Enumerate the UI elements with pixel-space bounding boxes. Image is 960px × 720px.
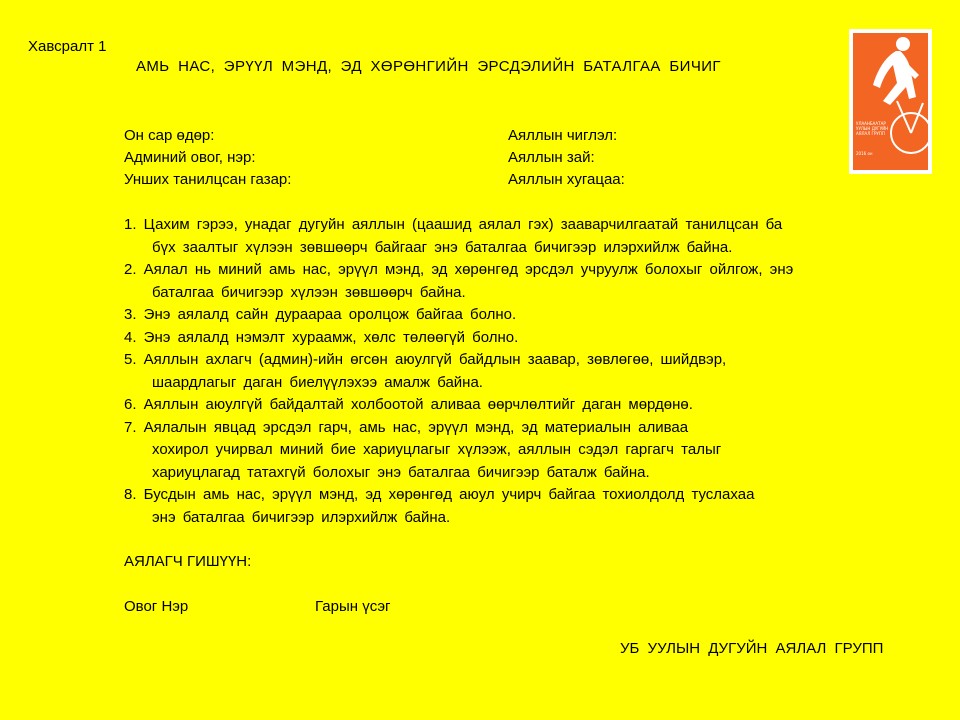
logo-text-line: УЛААНБААТАР (856, 121, 886, 126)
clause-line: 2. Аялал нь миний амь нас, эрүүл мэнд, эд хөрөнгөд эрсдэл учруулж болохыг ойлгож, энэ (124, 261, 794, 278)
clause-line: 1. Цахим гэрээ, унадаг дугуйн аяллын (цаашид аялал гэх) зааварчилгаатай танилцсан ба (124, 216, 783, 233)
document-title: АМЬ НАС, ЭРҮҮЛ МЭНД, ЭД ХӨРӨНГИЙН ЭРСДЭЛИЙН БАТАЛГАА БИЧИГ (136, 58, 721, 75)
clause-line: баталгаа бичигээр хүлээн зөвшөөрч байна. (152, 283, 466, 301)
field-admin-name-label: Админий овог, нэр: (124, 149, 256, 166)
fields-left (124, 125, 291, 191)
clause-line: бүх заалтыг хүлээн зөвшөөрч байгааг энэ баталгаа бичигээр илэрхийлж байна. (152, 238, 733, 256)
fields-right (508, 125, 625, 191)
clause-line: 8. Бусдын амь нас, эрүүл мэнд, эд хөрөнгөд аюул учирч байгаа тохиолдолд туслахаа (124, 486, 755, 503)
clause-line: хохирол учирвал миний бие хариуцлагыг хүлээж, аяллын сэдэл гаргагч талыг (152, 441, 722, 458)
clause-line: 5. Аяллын ахлагч (админ)-ийн өгсөн аюулгүй байдлын заавар, зөвлөгөө, шийдвэр, (124, 351, 727, 368)
clause-item (124, 327, 924, 350)
clause-item (124, 214, 924, 259)
sign-name-label: Овог Нэр (124, 598, 189, 615)
clause-item (124, 484, 924, 529)
clause-line: 4. Энэ аялалд нэмэлт хураамж, хөлс төлөөгүй болно. (124, 328, 519, 346)
annex-label: Хавсралт 1 (28, 38, 107, 55)
field-distance-label: Аяллын зай: (508, 149, 595, 166)
organization-footer: УБ УУЛЫН ДУГУЙН АЯЛАЛ ГРУПП (620, 640, 884, 657)
clause-item (124, 394, 924, 417)
cyclist-silhouette-icon (853, 33, 928, 170)
clause-list (124, 214, 924, 529)
clause-line: энэ баталгаа бичигээр илэрхийлж байна. (152, 508, 451, 526)
logo (849, 29, 932, 174)
logo-panel (853, 33, 928, 170)
clause-line: 3. Энэ аялалд сайн дураараа оролцож байгаа болно. (124, 306, 517, 323)
clause-line: шаардлагыг даган биелүүлэхээ амалж байна. (152, 373, 483, 391)
clause-item (124, 349, 924, 394)
clause-item (124, 259, 924, 304)
sign-signature-label: Гарын үсэг (315, 598, 391, 615)
field-reading-place-label: Унших танилцсан газар: (124, 171, 292, 188)
logo-year: 2016 он (856, 151, 873, 156)
clause-line: 6. Аяллын аюулгүй байдалтай холбоотой аливаа өөрчлөлтийг даган мөрдөнө. (124, 396, 693, 413)
clause-item (124, 417, 924, 485)
field-date-label: Он сар өдөр: (124, 127, 215, 144)
clause-item (124, 304, 924, 327)
clause-line: 7. Аялалын явцад эрсдэл гарч, амь нас, эрүүл мэнд, эд материалын аливаа (124, 418, 689, 436)
logo-text-line: УУЛЫН ДУГУЙН (856, 126, 889, 131)
field-duration-label: Аяллын хугацаа: (508, 171, 625, 188)
member-label: АЯЛАГЧ ГИШҮҮН: (124, 553, 252, 570)
clause-line: хариуцлагад татахгүй болохыг энэ баталгаа бичигээр баталж байна. (152, 463, 650, 481)
logo-text-line: АЯЛАЛ ГРУПП (856, 131, 885, 136)
field-direction-label: Аяллын чиглэл: (508, 127, 618, 144)
